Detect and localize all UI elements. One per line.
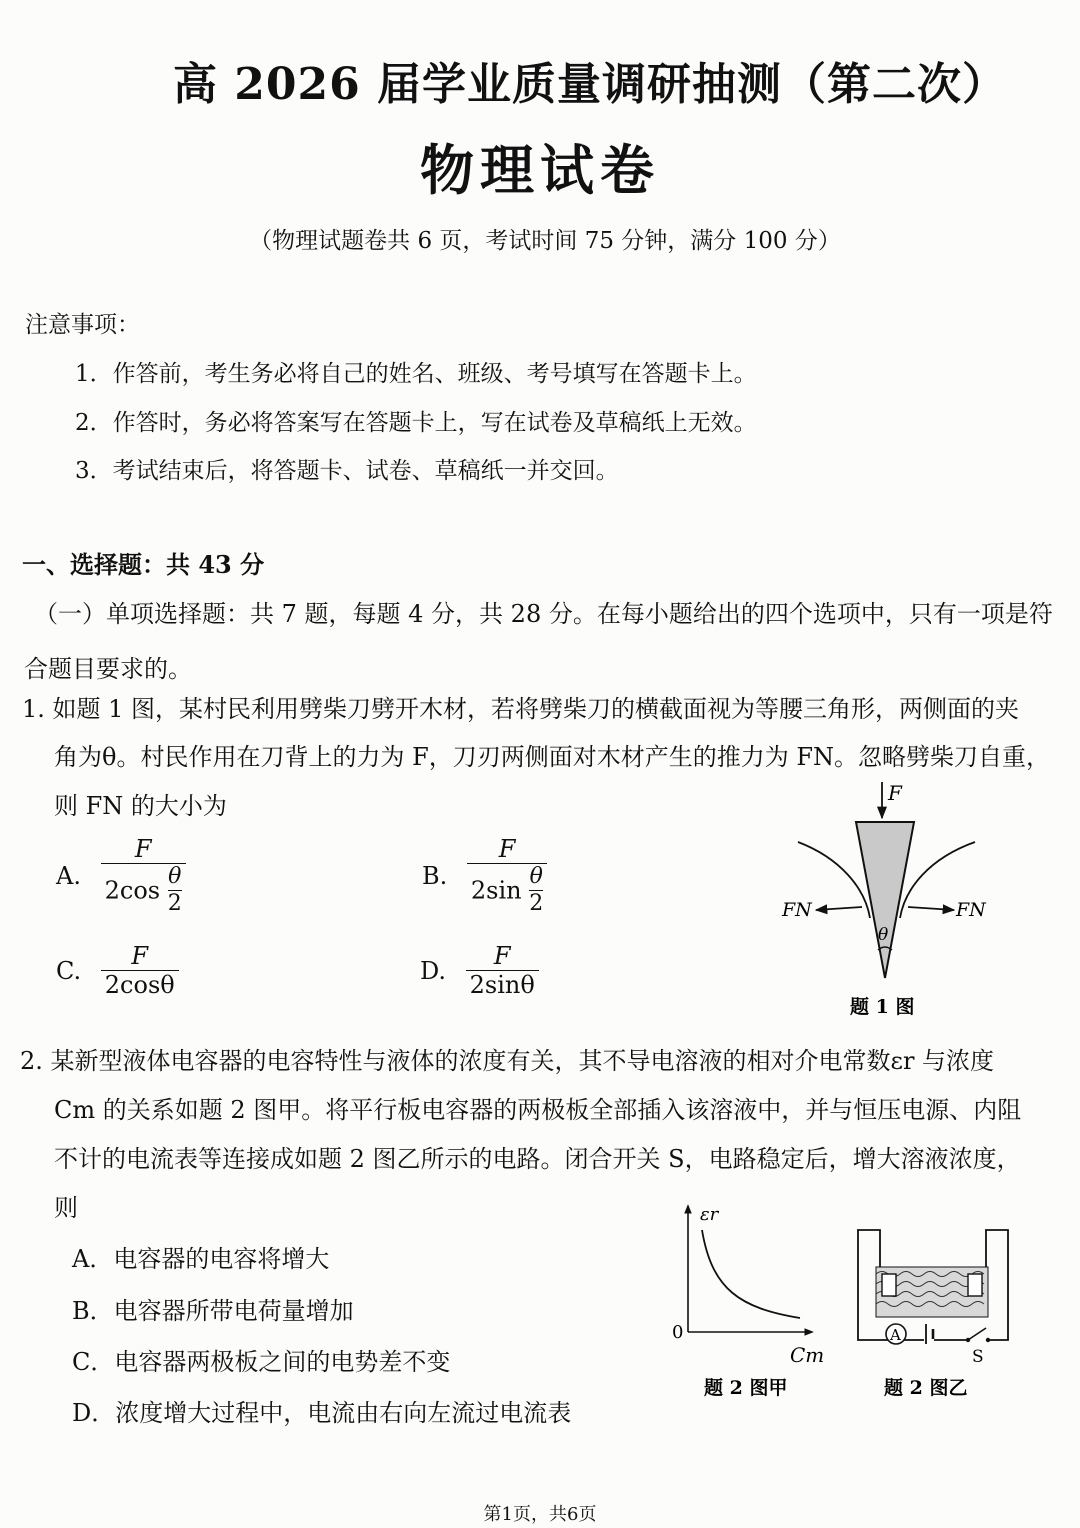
numerator: F bbox=[134, 835, 152, 863]
numerator: F bbox=[498, 835, 516, 863]
fraction bbox=[101, 835, 186, 917]
den-prefix: 2cos bbox=[104, 876, 161, 905]
epsilon-curve bbox=[702, 1230, 800, 1318]
numerator: F bbox=[493, 942, 511, 970]
half-angle-den: 2 bbox=[529, 891, 544, 916]
q1-option-a[interactable] bbox=[56, 835, 186, 917]
q2-graph-figure bbox=[660, 1200, 825, 1400]
exam-info: （物理试题卷共 6 页，考试时间 75 分钟，满分 100 分） bbox=[249, 228, 841, 254]
q2-option-b[interactable]: B．电容器所带电荷量增加 bbox=[72, 1297, 354, 1325]
q2-graph-caption: 题 2 图甲 bbox=[704, 1377, 788, 1399]
section-instructions-line1: （一）单项选择题：共 7 题，每题 4 分，共 28 分。在每小题给出的四个选项中，只有一项是符 bbox=[34, 600, 1053, 628]
y-axis-label: εr bbox=[700, 1204, 719, 1225]
q2-option-a[interactable]: A．电容器的电容将增大 bbox=[72, 1245, 330, 1273]
q1-option-d[interactable] bbox=[420, 942, 539, 999]
den-prefix: 2sin bbox=[470, 876, 522, 905]
q1-wedge-figure bbox=[770, 778, 1000, 1023]
q1-line2: 角为θ。村民作用在刀背上的力为 F，刀刃两侧面对木材产生的推力为 FN。忽略劈柴刀自重， bbox=[54, 743, 1051, 771]
numerator: F bbox=[131, 942, 149, 970]
q2-circuit-figure bbox=[848, 1222, 1018, 1402]
capacitor-plate-left bbox=[882, 1274, 896, 1296]
half-angle-fraction bbox=[529, 864, 543, 917]
q1-line1: 1. 如题 1 图，某村民利用劈柴刀劈开木材，若将劈柴刀的横截面视为等腰三角形，两侧面的夹 bbox=[22, 695, 1020, 723]
force-fn-right-arrow bbox=[908, 907, 954, 910]
fraction bbox=[467, 835, 547, 917]
half-angle-den: 2 bbox=[167, 891, 182, 916]
subject-title: 物理试卷 bbox=[420, 138, 660, 202]
denominator: 2cosθ bbox=[101, 970, 179, 999]
option-label: A. bbox=[56, 862, 81, 890]
origin-label: 0 bbox=[672, 1322, 684, 1343]
option-label: B. bbox=[422, 862, 448, 890]
x-axis-label: Cm bbox=[790, 1343, 825, 1367]
denominator: 2sinθ bbox=[466, 970, 539, 999]
page-footer: 第1页，共6页 bbox=[483, 1504, 597, 1525]
q2-line3: 不计的电流表等连接成如题 2 图乙所示的电路。闭合开关 S，电路稳定后，增大溶液浓度， bbox=[54, 1145, 1021, 1173]
note-item: 1．作答前，考生务必将自己的姓名、班级、考号填写在答题卡上。 bbox=[75, 361, 757, 387]
section-heading: 一、选择题：共 43 分 bbox=[22, 550, 265, 579]
switch-label: S bbox=[972, 1347, 984, 1367]
q1-line3: 则 FN 的大小为 bbox=[54, 792, 227, 820]
notes-heading: 注意事项： bbox=[25, 312, 140, 338]
q2-line4: 则 bbox=[54, 1194, 78, 1222]
force-fn-right-label: FN bbox=[956, 899, 986, 921]
half-angle-num: θ bbox=[168, 864, 182, 889]
fraction bbox=[101, 942, 179, 999]
option-label: C. bbox=[56, 956, 82, 985]
force-f-label: F bbox=[888, 781, 902, 805]
q1-figure-caption: 题 1 图 bbox=[850, 996, 915, 1018]
q2-option-c[interactable]: C．电容器两极板之间的电势差不变 bbox=[72, 1348, 451, 1376]
q1-option-c[interactable] bbox=[56, 942, 179, 999]
q1-option-b[interactable] bbox=[422, 835, 547, 917]
denominator bbox=[101, 863, 186, 917]
half-angle-fraction bbox=[168, 864, 182, 917]
note-item: 3．考试结束后，将答题卡、试卷、草稿纸一并交回。 bbox=[75, 458, 619, 484]
half-angle-num: θ bbox=[529, 864, 543, 889]
fraction bbox=[466, 942, 539, 999]
note-item: 2．作答时，务必将答案写在答题卡上，写在试卷及草稿纸上无效。 bbox=[75, 410, 757, 436]
q2-line1: 2. 某新型液体电容器的电容特性与液体的浓度有关，其不导电溶液的相对介电常数εr 与浓度 bbox=[20, 1047, 995, 1075]
force-fn-left-arrow bbox=[816, 907, 862, 910]
q2-option-d[interactable]: D．浓度增大过程中，电流由右向左流过电流表 bbox=[72, 1399, 572, 1427]
option-label: D. bbox=[420, 956, 447, 985]
force-fn-left-label: FN bbox=[782, 899, 812, 921]
section-instructions-line2: 合题目要求的。 bbox=[24, 655, 192, 683]
angle-label: θ bbox=[878, 925, 889, 945]
q2-line2: Cm 的关系如题 2 图甲。将平行板电容器的两极板全部插入该溶液中，并与恒压电源、内阻 bbox=[54, 1096, 1022, 1124]
q2-circuit-caption: 题 2 图乙 bbox=[884, 1377, 968, 1399]
denominator bbox=[467, 863, 547, 917]
exam-title: 高 2026 届学业质量调研抽测（第二次） bbox=[172, 59, 1008, 110]
capacitor-plate-right bbox=[968, 1274, 982, 1296]
ammeter-label: A bbox=[890, 1326, 901, 1344]
